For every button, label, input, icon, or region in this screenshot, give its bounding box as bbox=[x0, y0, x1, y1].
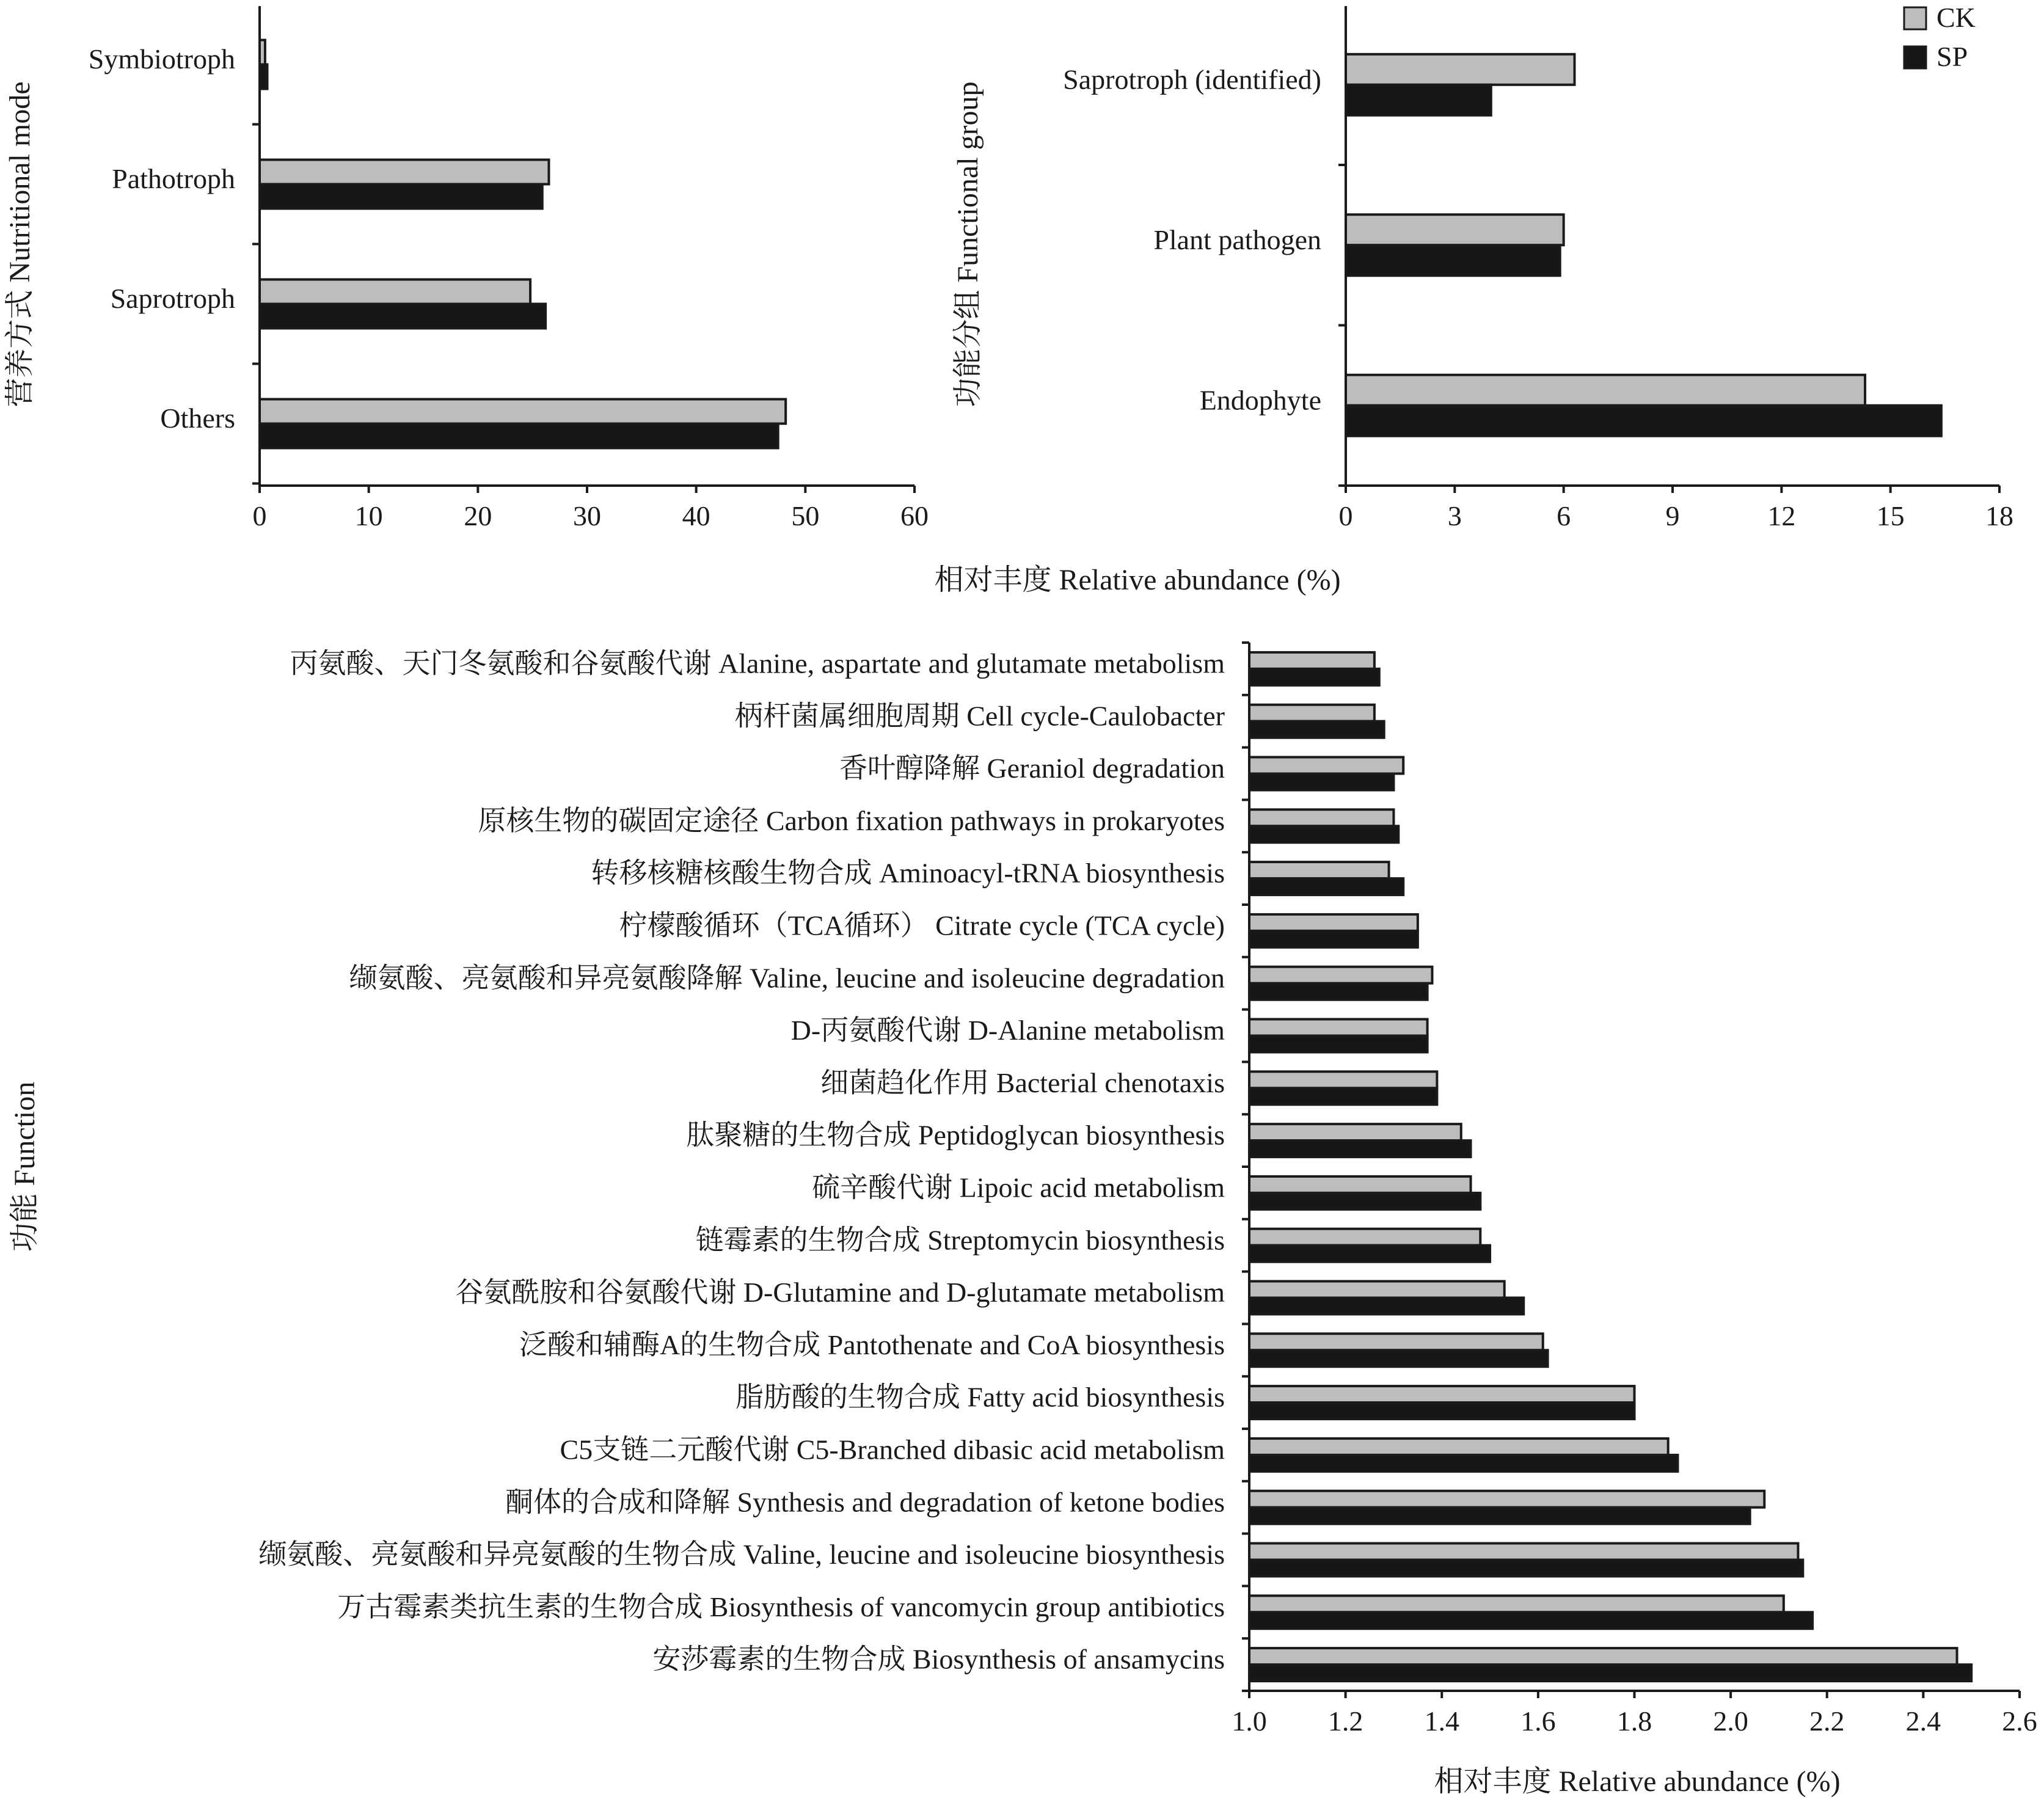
category-label: 肽聚糖的生物合成 Peptidoglycan biosynthesis bbox=[686, 1119, 1225, 1151]
bar-ck-11 bbox=[1249, 1176, 1471, 1193]
bar-sp-17 bbox=[1249, 1508, 1750, 1524]
bar-sp-1 bbox=[1346, 85, 1491, 115]
bar-ck-3 bbox=[1249, 757, 1403, 774]
bar-sp-7 bbox=[1249, 983, 1428, 1000]
x-tick-label: 6 bbox=[1557, 500, 1571, 531]
bar-ck-6 bbox=[1249, 914, 1418, 931]
x-tick-label: 0 bbox=[1338, 500, 1353, 531]
bar-ck-19 bbox=[1249, 1596, 1784, 1612]
bar-ck-1 bbox=[1346, 54, 1575, 85]
bar-ck-3 bbox=[1346, 375, 1865, 406]
x-tick-label: 15 bbox=[1876, 500, 1905, 531]
legend-swatch-ck bbox=[1904, 7, 1926, 29]
category-label: 链霉素的生物合成 Streptomycin biosynthesis bbox=[695, 1224, 1225, 1256]
x-tick-label: 2.0 bbox=[1713, 1705, 1748, 1737]
x-tick-label: 1.8 bbox=[1616, 1705, 1652, 1737]
bar-sp-16 bbox=[1249, 1455, 1677, 1472]
category-label: 细菌趋化作用 Bacterial chenotaxis bbox=[820, 1067, 1225, 1098]
bar-sp-12 bbox=[1249, 1246, 1490, 1262]
x-tick-label: 60 bbox=[900, 500, 929, 531]
bar-ck-5 bbox=[1249, 862, 1389, 878]
x-tick-label: 9 bbox=[1665, 500, 1680, 531]
category-label: 酮体的合成和降解 Synthesis and degradation of ketone bodies bbox=[505, 1486, 1225, 1518]
category-label: 缬氨酸、亮氨酸和异亮氨酸降解 Valine, leucine and isoleucine degradation bbox=[349, 962, 1225, 994]
x-tick-label: 12 bbox=[1767, 500, 1796, 531]
bar-ck-2 bbox=[260, 160, 549, 184]
bar-sp-1 bbox=[1249, 669, 1379, 685]
category-label: Saprotroph (identified) bbox=[1063, 64, 1321, 95]
bar-ck-4 bbox=[1249, 809, 1393, 826]
x-tick-label: 1.0 bbox=[1232, 1705, 1267, 1737]
bar-ck-3 bbox=[260, 280, 530, 304]
bar-ck-12 bbox=[1249, 1229, 1480, 1246]
bar-sp-13 bbox=[1249, 1298, 1524, 1315]
category-label: Others bbox=[160, 403, 235, 434]
bar-sp-2 bbox=[1346, 245, 1560, 275]
y-axis-title-function: 功能 Function bbox=[9, 1081, 41, 1252]
category-label: C5支链二元酸代谢 C5-Branched dibasic acid metabolism bbox=[560, 1434, 1225, 1465]
category-labels bbox=[1063, 64, 1321, 415]
x-ticks bbox=[253, 486, 929, 531]
bars bbox=[260, 40, 786, 448]
y-ticks bbox=[1242, 643, 1249, 1691]
bar-sp-5 bbox=[1249, 878, 1403, 895]
bar-ck-18 bbox=[1249, 1544, 1798, 1560]
bar-sp-2 bbox=[260, 184, 542, 209]
bar-ck-8 bbox=[1249, 1020, 1428, 1036]
bar-ck-17 bbox=[1249, 1491, 1764, 1508]
bar-sp-2 bbox=[1249, 721, 1384, 738]
category-label: D-丙氨酸代谢 D-Alanine metabolism bbox=[790, 1015, 1225, 1046]
x-tick-label: 1.4 bbox=[1424, 1705, 1459, 1737]
category-label: 缬氨酸、亮氨酸和异亮氨酸的生物合成 Valine, leucine and isoleucine biosynthesis bbox=[258, 1539, 1225, 1570]
bar-sp-9 bbox=[1249, 1088, 1437, 1104]
x-ticks bbox=[1339, 486, 2014, 531]
bar-sp-18 bbox=[1249, 1560, 1803, 1577]
bar-ck-1 bbox=[1249, 652, 1374, 669]
bar-sp-14 bbox=[1249, 1350, 1548, 1366]
bar-sp-19 bbox=[1249, 1612, 1812, 1629]
category-label: 万古霉素类抗生素的生物合成 Biosynthesis of vancomycin group antibiotics bbox=[337, 1591, 1225, 1622]
legend-label-sp: SP bbox=[1936, 41, 1968, 72]
x-tick-label: 30 bbox=[573, 500, 601, 531]
bar-ck-15 bbox=[1249, 1386, 1635, 1403]
category-label: Symbiotroph bbox=[88, 43, 235, 75]
bar-sp-15 bbox=[1249, 1403, 1635, 1419]
chart-functional-group bbox=[952, 2, 2013, 531]
x-tick-label: 40 bbox=[682, 500, 710, 531]
bar-ck-10 bbox=[1249, 1124, 1461, 1140]
bar-ck-9 bbox=[1249, 1071, 1437, 1088]
bar-sp-4 bbox=[260, 424, 778, 448]
category-label: 安莎霉素的生物合成 Biosynthesis of ansamycins bbox=[652, 1643, 1225, 1675]
x-tick-label: 3 bbox=[1447, 500, 1462, 531]
x-tick-label: 2.4 bbox=[1905, 1705, 1941, 1737]
legend-swatch-sp bbox=[1904, 46, 1926, 68]
category-label: 谷氨酰胺和谷氨酸代谢 D-Glutamine and D-glutamate metabolism bbox=[455, 1277, 1225, 1308]
bar-sp-3 bbox=[1249, 774, 1393, 790]
category-label: 泛酸和辅酶A的生物合成 Pantothenate and CoA biosynthesis bbox=[519, 1329, 1225, 1360]
category-label: Saprotroph bbox=[110, 283, 235, 315]
x-tick-label: 0 bbox=[252, 500, 267, 531]
bars bbox=[1249, 652, 1971, 1681]
category-labels bbox=[89, 43, 235, 434]
x-axis-title-function: 相对丰度 Relative abundance (%) bbox=[1434, 1765, 1841, 1798]
category-label: 转移核糖核酸生物合成 Aminoacyl-tRNA biosynthesis bbox=[591, 857, 1225, 889]
bar-sp-10 bbox=[1249, 1140, 1471, 1157]
y-axis-title-nutritional: 营养方式 Nutritional mode bbox=[4, 81, 36, 407]
bar-sp-3 bbox=[1346, 406, 1941, 436]
category-label: 原核生物的碳固定途径 Carbon fixation pathways in prokaryotes bbox=[478, 804, 1225, 836]
bar-sp-20 bbox=[1249, 1665, 1971, 1681]
bar-ck-16 bbox=[1249, 1439, 1668, 1455]
category-label: 丙氨酸、天门冬氨酸和谷氨酸代谢 Alanine, aspartate and glutamate metabolism bbox=[290, 647, 1225, 679]
bar-ck-2 bbox=[1249, 705, 1374, 721]
bar-ck-20 bbox=[1249, 1648, 1957, 1665]
x-tick-label: 10 bbox=[354, 500, 383, 531]
category-label: 硫辛酸代谢 Lipoic acid metabolism bbox=[812, 1172, 1225, 1203]
category-labels bbox=[258, 647, 1225, 1674]
bar-sp-3 bbox=[260, 304, 546, 329]
x-tick-label: 50 bbox=[791, 500, 820, 531]
bar-sp-4 bbox=[1249, 826, 1398, 842]
x-tick-label: 1.2 bbox=[1327, 1705, 1363, 1737]
bar-sp-11 bbox=[1249, 1193, 1480, 1209]
y-axis-title-functional-group: 功能分组 Functional group bbox=[952, 81, 984, 407]
category-label: 柄杆菌属细胞周期 Cell cycle-Caulobacter bbox=[734, 700, 1225, 732]
x-tick-label: 18 bbox=[1985, 500, 2013, 531]
bar-ck-4 bbox=[260, 399, 786, 424]
bar-sp-6 bbox=[1249, 931, 1418, 947]
x-tick-label: 2.2 bbox=[1809, 1705, 1845, 1737]
x-tick-label: 20 bbox=[464, 500, 492, 531]
category-label: 脂肪酸的生物合成 Fatty acid biosynthesis bbox=[735, 1381, 1225, 1413]
bar-ck-7 bbox=[1249, 967, 1432, 983]
chart-nutritional-mode bbox=[4, 6, 929, 531]
category-label: Pathotroph bbox=[112, 163, 235, 195]
bars bbox=[1346, 54, 1941, 436]
x-ticks bbox=[1232, 1691, 2037, 1737]
x-tick-label: 1.6 bbox=[1520, 1705, 1556, 1737]
bar-ck-2 bbox=[1346, 214, 1564, 245]
category-label: 柠檬酸循环（TCA循环） Citrate cycle (TCA cycle) bbox=[619, 910, 1225, 941]
legend-label-ck: CK bbox=[1936, 2, 1976, 33]
chart-function bbox=[9, 643, 2037, 1798]
bar-sp-8 bbox=[1249, 1036, 1428, 1052]
category-label: Endophyte bbox=[1199, 384, 1321, 416]
legend bbox=[1904, 2, 1976, 72]
category-label: Plant pathogen bbox=[1153, 224, 1321, 255]
bar-ck-13 bbox=[1249, 1282, 1505, 1298]
category-label: 香叶醇降解 Geraniol degradation bbox=[839, 753, 1225, 784]
bar-ck-14 bbox=[1249, 1333, 1543, 1350]
x-tick-label: 2.6 bbox=[2002, 1705, 2037, 1737]
x-axis-title-top: 相对丰度 Relative abundance (%) bbox=[934, 564, 1341, 596]
